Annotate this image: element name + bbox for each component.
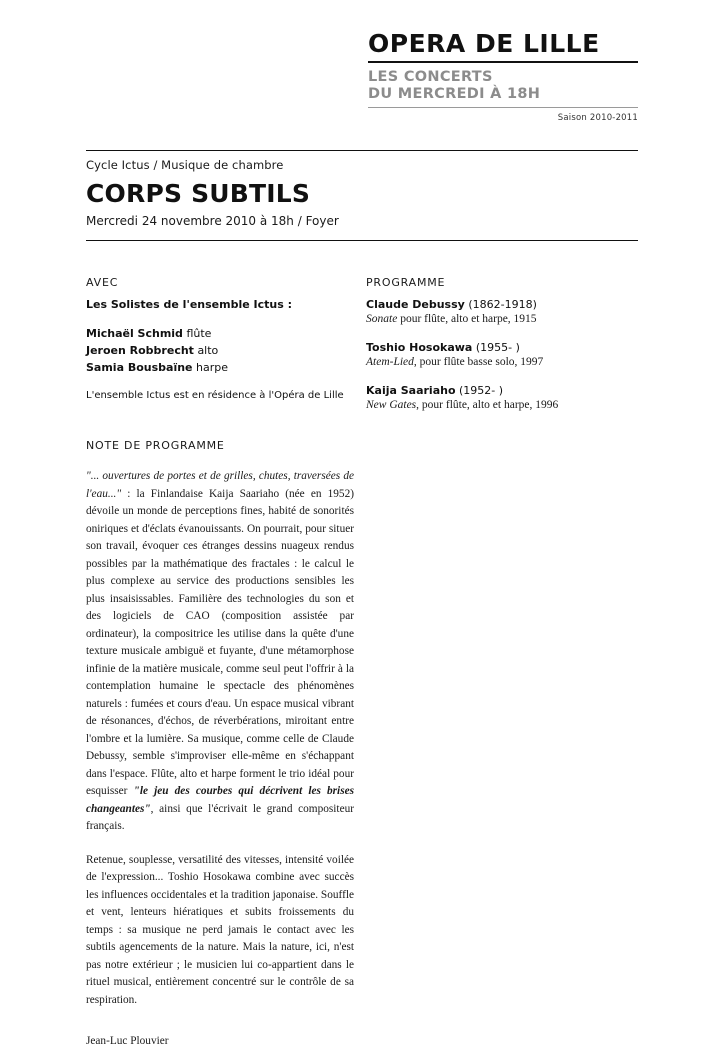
work-title: Atem-Lied	[366, 356, 414, 368]
title-bottom-divider	[86, 240, 638, 241]
performer-name: Michaël Schmid	[86, 327, 183, 340]
programme-entry	[366, 298, 638, 325]
quote-opening: "... ouvertures de portes et de grilles, chutes, traversées de l'eau..."	[86, 470, 354, 500]
performer-row	[86, 327, 354, 340]
programme-composer-line	[366, 341, 638, 354]
title-top-divider	[86, 150, 638, 151]
performer-name: Samia Bousbaïne	[86, 361, 193, 374]
composer-name: Kaija Saariaho	[366, 384, 456, 397]
cycle-label: Cycle Ictus / Musique de chambre	[86, 158, 284, 172]
left-column	[86, 276, 354, 1047]
masthead	[368, 30, 638, 123]
programme-work-line	[366, 356, 638, 368]
programme-heading: PROGRAMME	[366, 276, 446, 289]
performer-instrument: harpe	[196, 361, 229, 374]
title-block	[86, 150, 638, 241]
note-body	[86, 468, 354, 1009]
residence-note: L'ensemble Ictus est en résidence à l'Opéra de Lille	[86, 390, 344, 401]
programme-composer-line	[366, 384, 638, 397]
performer-row	[86, 361, 354, 374]
season-label: Saison 2010-2011	[557, 112, 638, 123]
programme-work-line	[366, 313, 638, 325]
performer-row	[86, 344, 354, 357]
masthead-subtitle-line1: LES CONCERTS	[368, 68, 493, 85]
programme-entry	[366, 341, 638, 368]
masthead-subtitle-line2: DU MERCREDI À 18H	[368, 86, 541, 103]
event-date: Mercredi 24 novembre 2010 à 18h / Foyer	[86, 214, 339, 228]
performer-instrument: flûte	[186, 327, 212, 340]
paragraph-1-part-1: : la Finlandaise Kaija Saariaho (née en 1952) dévoile un monde de perceptions fines, habité de sonorités oniriques et d'éclats évanouissants. On pourrait, pour situer son travail, évoquer ces étranges dessins nuageux rendus possibles par la mathématique des fractales : le calcul le plus complexe au service des productions sensibles les plus insaisissables. Familière des technologies du son et des logiciels de CAO (composition assistée par ordinateur), la compositrice les utilise dans la quête d'une texture musicale ambiguë et fuyante, d'une métamorphose infinie de la matière musicale, comme seul peut l'offrir à la contemplation humaine le spectacle des phénomènes naturels : fumées et cours d'eau. Un espace musical vibrant de résonances, d'échos, de réverbérations, miroitant entre l'ombre et la lumière. Sa musique, comme celle de Claude Debussy, semble s'improviser elle-même en s'échappant dans l'espace. Flûte, alto et harpe forment le trio idéal pour esquisser	[86, 487, 354, 797]
composer-name: Toshio Hosokawa	[366, 341, 473, 354]
brand-title: OPERA DE LILLE	[368, 29, 600, 58]
paragraph-1-part-2: , ainsi que l'écrivait le grand compositeur français.	[86, 802, 354, 832]
composer-years: (1952- )	[459, 384, 504, 397]
work-title: Sonate	[366, 313, 398, 325]
paragraph-1	[86, 468, 354, 836]
programme-composer-line	[366, 298, 638, 311]
brand-divider	[368, 61, 638, 63]
ensemble-lead: Les Solistes de l'ensemble Ictus :	[86, 298, 292, 311]
composer-years: (1955- )	[475, 341, 520, 354]
work-details: , pour flûte basse solo, 1997	[413, 356, 544, 368]
work-details: pour flûte, alto et harpe, 1915	[397, 313, 537, 325]
performer-instrument: alto	[197, 344, 219, 357]
composer-name: Claude Debussy	[366, 298, 465, 311]
work-title: New Gates	[366, 399, 417, 411]
paragraph-2: Retenue, souplesse, versatilité des vitesses, intensité voilée de l'expression... Toshio Hosokawa combine avec succès les influences occidentales et la tradition japonaise. Souffle et vent, lenteurs hiératiques et subits froissements du temps : sa musique ne perd jamais le contact avec les subtils agencements de la nature. Mais la nature, ici, n'est pas notre extérieur ; le musicien lui co-appartient dans le rituel musical, entièrement concentré sur le contrôle de sa respiration.	[86, 853, 354, 1006]
note-de-programme-heading: NOTE DE PROGRAMME	[86, 439, 225, 452]
programme-work-line	[366, 399, 638, 411]
author-signature: Jean-Luc Plouvier	[86, 1035, 169, 1047]
avec-heading: AVEC	[86, 276, 119, 289]
right-column	[366, 276, 638, 427]
masthead-subtitle	[368, 69, 638, 104]
composer-years: (1862-1918)	[468, 298, 537, 311]
page-title: CORPS SUBTILS	[86, 179, 311, 208]
quote-debussy: "le jeu des courbes qui décrivent les brises changeantes"	[86, 785, 354, 815]
work-details: , pour flûte, alto et harpe, 1996	[416, 399, 559, 411]
masthead-subtitle-divider	[368, 107, 638, 108]
programme-entry	[366, 384, 638, 411]
performer-name: Jeroen Robbrecht	[86, 344, 194, 357]
